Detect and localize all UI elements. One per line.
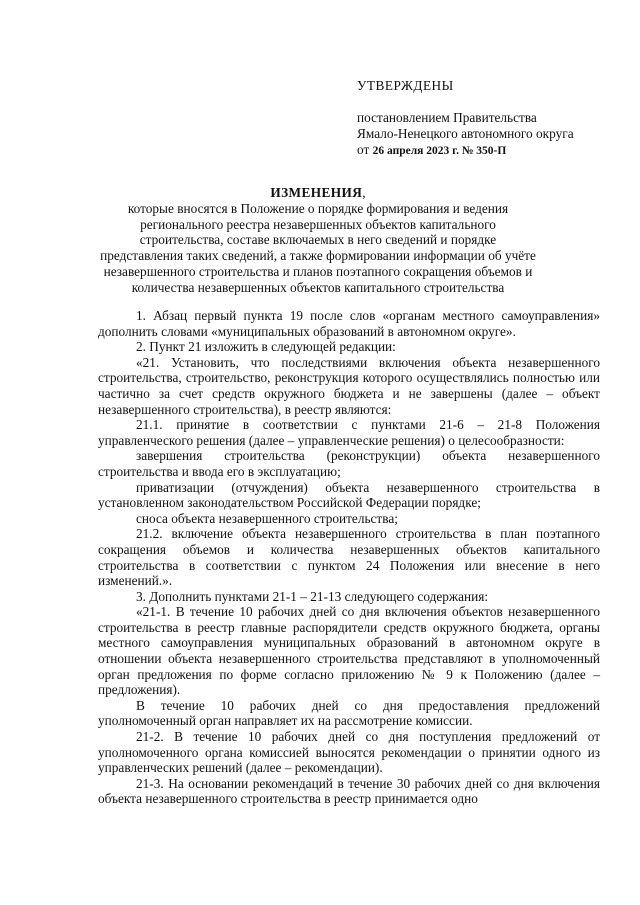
- paragraph: 21-3. На основании рекомендаций в течение 30 рабочих дней со дня включения объекта незавершенного строительства в реестр принимается одно: [98, 775, 600, 807]
- document-subtitle: которые вносятся в Положение о порядке формирования и ведения регионального реестра незавершенных объектов капитального строительства, составе включаемых в него сведений и порядке представления таких сведений, а также формировании информации об учёте незавершенного строительства и планов поэтапного сокращения объемов и количества незавершенных объектов капитального строительства: [100, 200, 536, 295]
- paragraph: 3. Дополнить пунктами 21-1 – 21-13 следующего содержания:: [136, 588, 489, 604]
- paragraph: «21. Установить, что последствиями включения объекта незавершенного строительства, строительство, реконструкция которого осуществлялись полностью или частично за счет средств окружного бюджета и не завершены (далее – объект незавершенного строительства), в реестр являются:: [98, 354, 600, 417]
- paragraph: «21-1. В течение 10 рабочих дней со дня включения объектов незавершенного строительства в реестр главные распорядители средств окружного бюджета, органы местного самоуправления муниципальных образований в автономном округе в отношении объекта незавершенного строительства представляют в уполномоченный орган предложения по форме согласно приложению № 9 к Положению (далее – предложения).: [98, 604, 600, 698]
- approval-stamp: [357, 78, 617, 159]
- date-number: 26 апреля 2023 г. № 350-П: [372, 145, 507, 157]
- document-title-block: [98, 185, 538, 296]
- approval-line-2: Ямало-Ненецкого автономного округа: [357, 126, 574, 141]
- title-comma: ,: [362, 185, 366, 200]
- approval-line-1: постановлением Правительства: [357, 110, 537, 125]
- paragraph: 21.1. принятие в соответствии с пунктами 21-6 – 21-8 Положения управленческого решения (далее – управленческие решения) о целесообразности:: [98, 417, 600, 448]
- approval-dateline: [357, 142, 617, 159]
- document-title: [98, 185, 538, 201]
- paragraph: В течение 10 рабочих дней со дня предоставления предложений уполномоченный орган направляет их на рассмотрение комиссии.: [98, 697, 600, 729]
- paragraph: приватизации (отчуждения) объекта незавершенного строительства в установленном законодательством Российской Федерации порядке;: [98, 479, 600, 511]
- paragraph: 21.2. включение объекта незавершенного строительства в план поэтапного сокращения объемов и количества незавершенных объектов капитального строительства в соответствии с пунктом 24 Положения или внесение в него изменений.».: [98, 526, 600, 589]
- document-body: [98, 308, 600, 807]
- paragraph: сноса объекта незавершенного строительства;: [136, 510, 398, 526]
- date-prefix: от: [357, 142, 370, 157]
- paragraph: завершения строительства (реконструкции) объекта незавершенного строительства и ввода его в эксплуатацию;: [98, 448, 600, 479]
- title-word: ИЗМЕНЕНИЯ: [270, 185, 363, 200]
- paragraph: 2. Пункт 21 изложить в следующей редакции:: [136, 339, 396, 355]
- approval-heading: УТВЕРЖДЕНЫ: [357, 78, 454, 93]
- paragraph: 1. Абзац первый пункта 19 после слов «органам местного самоуправления» дополнить словами «муниципальных образований в автономном округе».: [98, 308, 600, 339]
- paragraph: 21-2. В течение 10 рабочих дней со дня поступления предложений от уполномоченного органа комиссией выносятся рекомендации о принятии одного из управленческих решений (далее – рекомендации).: [98, 729, 600, 776]
